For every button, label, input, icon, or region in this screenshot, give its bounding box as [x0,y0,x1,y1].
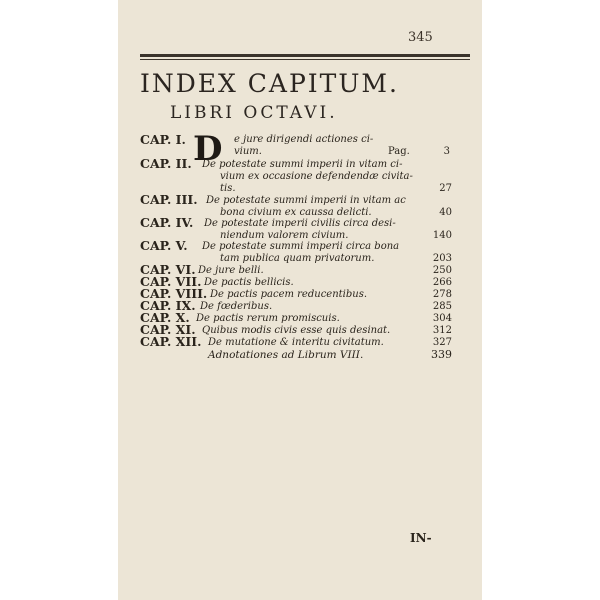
chapter-number: CAP. VIII. [140,286,208,301]
chapter-number: CAP. XI. [140,322,196,337]
chapter-title-line: vium. [234,146,262,157]
pag-label: Pag. [388,146,410,157]
chapter-title-line: De mutatione & interitu civitatum. [208,337,384,348]
chapter-number: CAP. II. [140,156,192,171]
chapter-number: CAP. VII. [140,274,202,289]
chapter-title-line: vium ex occasione defendendæ civita- [220,171,413,182]
drop-cap: D [193,129,223,169]
chapter-entry [140,192,452,218]
chapter-title-line: De pactis pacem reducentibus. [210,289,368,300]
book-page [118,0,482,600]
chapter-entry [140,132,450,157]
chapter-number: CAP. IX. [140,298,196,313]
header-rule-thin [140,59,470,60]
chapter-title-line: Quibus modis civis esse quis desinat. [202,325,391,336]
chapter-number: CAP. IV. [140,215,194,230]
chapter-number: CAP. III. [140,192,198,207]
chapter-number: CAP. XII. [140,334,202,349]
chapter-number: CAP. X. [140,310,190,325]
chapter-page: 266 [432,277,452,288]
chapter-title-line: De potestate imperii civilis circa desi- [204,218,396,229]
index-title: INDEX CAPITUM. [140,69,399,98]
chapter-page: 285 [432,301,452,312]
chapter-page: 327 [432,337,452,348]
header-rule-thick [140,54,470,57]
chapter-number: CAP. I. [140,132,186,147]
chapter-title-line: De pactis rerum promiscuis. [196,313,340,324]
annotations-title: Adnotationes ad Librum VIII. [208,349,364,361]
chapter-page: 203 [432,253,452,264]
chapter-title-line: De pactis bellicis. [204,277,294,288]
chapter-title-line: De potestate summi imperii in vitam ac [206,195,406,206]
chapter-title-line: bona civium ex caussa delicti. [220,207,372,218]
chapter-title-line: tis. [220,183,236,194]
chapter-title-line: De fœderibus. [200,301,273,312]
chapter-page: 27 [439,183,452,194]
chapter-page: 312 [432,325,452,336]
chapter-entry [140,156,452,194]
chapter-page: 339 [431,348,452,361]
chapter-title-line: e jure dirigendi actiones ci- [234,134,374,145]
chapter-entry [140,238,452,264]
chapter-page: 40 [439,207,452,218]
chapter-title-line: De potestate summi imperii circa bona [202,241,400,252]
chapter-entry [140,334,452,349]
chapter-number: CAP. VI. [140,262,196,277]
index-subtitle: LIBRI OCTAVI. [170,103,338,123]
chapter-title-line: De jure belli. [198,265,264,276]
chapter-number: CAP. V. [140,238,188,253]
chapter-page: 278 [432,289,452,300]
page-number: 345 [408,30,433,45]
chapter-page: 3 [443,146,450,157]
chapter-title-line: niendum valorem civium. [220,230,349,241]
chapter-page: 250 [432,265,452,276]
chapter-title-line: tam publica quam privatorum. [220,253,375,264]
chapter-page: 304 [432,313,452,324]
chapter-page: 140 [432,230,452,241]
chapter-entry [140,215,452,241]
chapter-title-line: De potestate summi imperii in vitam ci- [202,159,403,170]
catchword: IN- [410,531,432,545]
